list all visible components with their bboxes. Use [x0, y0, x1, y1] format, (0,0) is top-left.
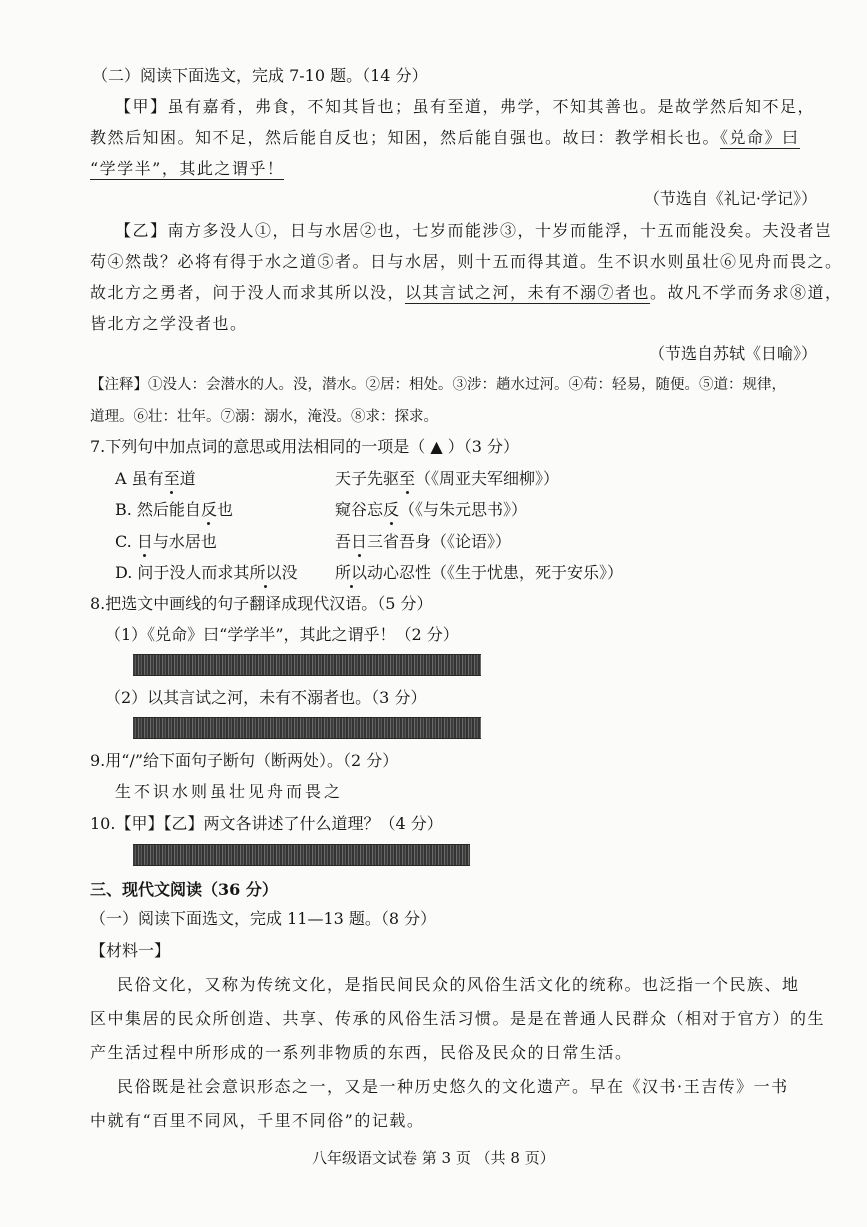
q8-sub1: （1）《兑命》曰“学学半”，其此之谓乎！（2 分） — [105, 625, 459, 644]
q8-sub2: （2）以其言试之河，未有不溺者也。（3 分） — [105, 688, 427, 707]
passage-yi-line2: 苟④然哉？必将有得于水之道⑤者。日与水居，则十五而得其道。生不识水则虽壮⑥见舟而畏之。 — [90, 252, 843, 271]
page-footer: 八年级语文试卷 第 3 页 （共 8 页） — [312, 1149, 555, 1167]
passage-jia-line2-text: 教然后知困。知不足，然后能自反也；知困，然后能自强也。故曰：教学相长也。 — [90, 128, 721, 147]
passage-yi-line3-tail: 。故凡不学而务求⑧道， — [650, 283, 843, 302]
q8-sub2-answer-redaction — [133, 717, 481, 739]
passage-jia-line2 — [90, 128, 800, 148]
underlined-sentence-jia-part1: 《兑命》曰 — [720, 128, 800, 147]
section2-heading: （二）阅读下面选文，完成 7-10 题。（14 分） — [92, 66, 428, 85]
material-p2-line1: 民俗既是社会意识形态之一，又是一种历史悠久的文化遗产。早在《汉书·王吉传》一书 — [117, 1077, 789, 1096]
passage-jia-source: （节选自《礼记·学记》） — [643, 189, 817, 208]
q8-sub1-answer-redaction — [133, 654, 481, 676]
q7-option-c-right: 吾日三省吾身（《论语》） — [335, 532, 512, 551]
passage-jia-line1: 【甲】虽有嘉肴，弗食，不知其旨也；虽有至道，弗学，不知其善也。是故学然后知不足， — [115, 97, 816, 116]
q7-option-b-left: B. 然后能自反也 — [115, 500, 233, 519]
q7-option-b-right: 窥谷忘反（《与朱元思书》） — [335, 500, 528, 519]
q9-stem: 9.用“/”给下面句子断句（断两处）。（2 分） — [90, 751, 399, 770]
notes-line2: 道理。⑥壮：壮年。⑦溺：溺水，淹没。⑧求：探求。 — [90, 409, 438, 425]
q7-option-d-right: 所以动心忍性（《生于忧患，死于安乐》） — [335, 563, 624, 582]
underlined-sentence-jia-part2: “学学半”，其此之谓乎！ — [90, 159, 285, 178]
q10-stem: 10.【甲】【乙】两文各讲述了什么道理？（4 分） — [90, 814, 443, 833]
underlined-sentence-yi: 以其言试之河，未有不溺⑦者也 — [405, 283, 651, 302]
q7-option-a-right: 天子先驱至（《周亚夫军细柳》） — [335, 469, 560, 488]
passage-yi-line3-text: 故北方之勇者，问于没人而求其所以没， — [90, 283, 406, 302]
q10-answer-redaction — [133, 844, 470, 866]
section3-sub-heading: （一）阅读下面选文，完成 11—13 题。（8 分） — [90, 909, 437, 928]
q8-stem: 8.把选文中画线的句子翻译成现代汉语。（5 分） — [90, 594, 433, 613]
q9-sentence: 生不识水则虽壮见舟而畏之 — [115, 782, 344, 801]
q7-option-d-left: D. 问于没人而求其所以没 — [115, 563, 298, 582]
passage-yi-line1: 【乙】南方多没人①，日与水居②也，七岁而能涉③，十岁而能浮，十五而能没矣。夫没者岂 — [115, 221, 833, 240]
material-p1-line1: 民俗文化，又称为传统文化，是指民间民众的风俗生活文化的统称。也泛指一个民族、地 — [117, 975, 800, 994]
q7-option-c-left: C. 日与水居也 — [115, 532, 217, 551]
passage-yi-line4: 皆北方之学没者也。 — [90, 314, 248, 333]
passage-yi-line3 — [90, 283, 843, 303]
material-p1-line3: 产生活过程中所形成的一系列非物质的东西，民俗及民众的日常生活。 — [90, 1043, 633, 1062]
q7-option-a-left: A 虽有至道 — [115, 469, 196, 488]
passage-yi-source: （节选自苏轼《日喻》） — [648, 344, 817, 363]
q7-stem: 7.下列句中加点词的意思或用法相同的一项是（ ▲ ）（3 分） — [90, 437, 520, 456]
material-one-label: 【材料一】 — [90, 941, 171, 960]
notes-line1: 【注释】①没人：会潜水的人。没，潜水。②居：相处。③涉：趟水过河。④苟：轻易，随便。⑤道：规律， — [90, 377, 786, 393]
material-p1-line2: 区中集居的民众所创造、共享、传承的风俗生活习惯。是是在普通人民群众（相对于官方）的生 — [90, 1009, 826, 1028]
passage-jia-line3 — [90, 159, 284, 179]
material-p2-line2: 中就有“百里不同风，千里不同俗”的记载。 — [90, 1111, 425, 1130]
section3-heading: 三、现代文阅读（36 分） — [90, 880, 278, 899]
